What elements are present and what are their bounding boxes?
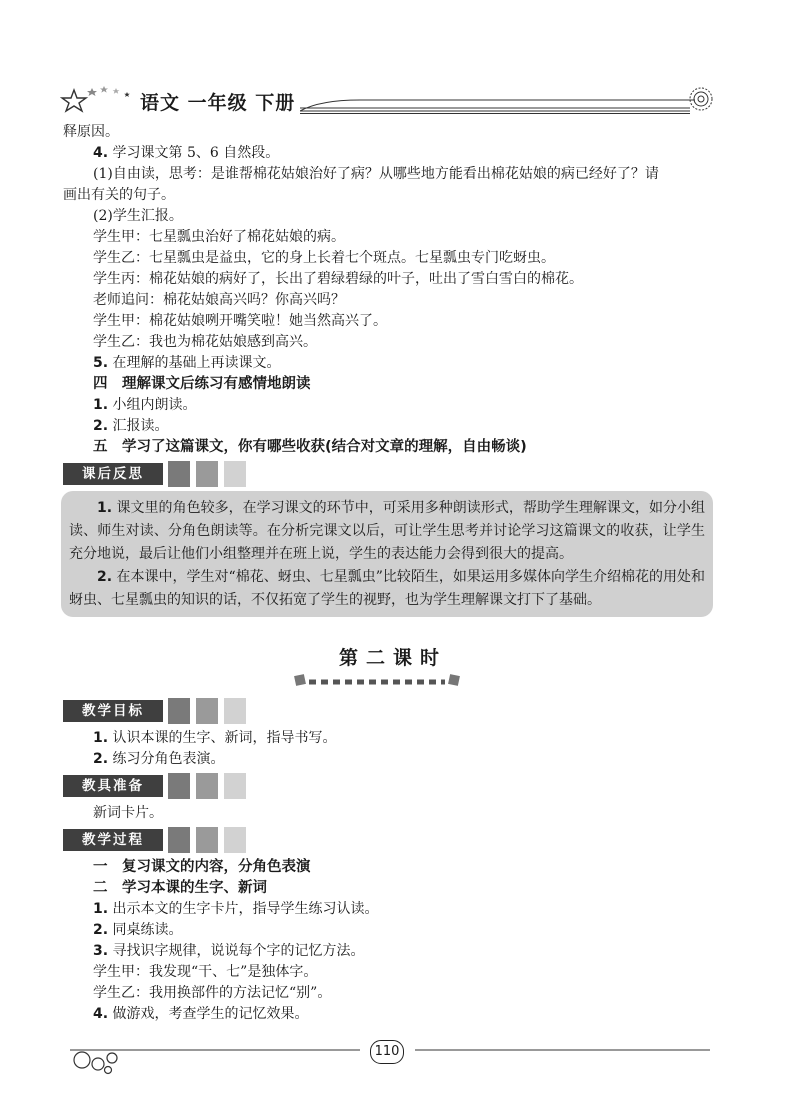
dialogue-line: 学生丙：棉花姑娘的病好了，长出了碧绿碧绿的叶子，吐出了雪白雪白的棉花。 xyxy=(93,271,583,287)
step-text: 汇报读。 xyxy=(108,418,169,434)
step-item xyxy=(63,1004,723,1025)
goal-number: 1. xyxy=(93,730,109,746)
page-number: 110 xyxy=(370,1040,404,1064)
header-rule xyxy=(300,98,700,114)
reflection-box xyxy=(61,491,713,617)
step-number: 5. xyxy=(93,355,109,371)
reflection-tag: 课后反思 xyxy=(63,463,163,485)
goal-item xyxy=(63,728,723,749)
text-line: (2)学生汇报。 xyxy=(93,208,183,224)
paragraph-text: 课文里的角色较多，在学习课文的环节中，可采用多种朗读形式，帮助学生理解课文，如分小组读、师生对读、分角色朗读等。在分析完课文以后，可让学生思考并讨论学习这篇课文的收获，让学生充分地说，最后让他们小组整理并在班上说，学生的表达能力会得到很大的提高。 xyxy=(69,500,705,562)
tag-square-decoration xyxy=(168,698,190,724)
tag-square-decoration xyxy=(224,461,246,487)
dialogue-line: 学生甲：棉花姑娘咧开嘴笑啦！她当然高兴了。 xyxy=(93,313,387,329)
process-tag: 教学过程 xyxy=(63,829,163,851)
step-number: 2. xyxy=(93,922,109,938)
dialogue-line: 学生乙：七星瓢虫是益虫，它的身上长着七个斑点。七星瓢虫专门吃蚜虫。 xyxy=(93,250,555,266)
dialogue-line: 学生乙：我用换部件的方法记忆“别”。 xyxy=(93,985,332,1001)
lesson-title: 第二课时 xyxy=(338,647,447,669)
step-number: 1. xyxy=(93,901,109,917)
tag-square-decoration xyxy=(224,773,246,799)
step-number: 3. xyxy=(93,943,109,959)
book-title: 语文 一年级 下册 xyxy=(140,92,296,114)
section-heading: 四 理解课文后练习有感情地朗读 xyxy=(93,376,311,392)
reflection-paragraph xyxy=(69,497,705,566)
tools-tag: 教具准备 xyxy=(63,775,163,797)
tag-square-decoration xyxy=(196,827,218,853)
step-item xyxy=(63,920,723,941)
step-item xyxy=(63,899,723,920)
reflection-tag-row xyxy=(63,461,723,489)
step-item xyxy=(63,353,723,374)
tag-square-decoration xyxy=(168,773,190,799)
process-tag-row xyxy=(63,827,723,855)
tag-square-decoration xyxy=(196,461,218,487)
dialogue-line: 学生甲：我发现“干、七”是独体字。 xyxy=(93,964,318,980)
tag-square-decoration xyxy=(168,827,190,853)
step-text: 同桌练读。 xyxy=(108,922,183,938)
step-number: 4. xyxy=(93,145,109,161)
paragraph-number: 2. xyxy=(97,569,113,585)
lesson-heading xyxy=(63,643,723,695)
step-text: 寻找识字规律，说说每个字的记忆方法。 xyxy=(108,943,365,959)
tag-square-decoration xyxy=(224,827,246,853)
page-content xyxy=(63,122,723,1025)
goals-tag: 教学目标 xyxy=(63,700,163,722)
goal-text: 练习分角色表演。 xyxy=(108,751,225,767)
tools-text: 新词卡片。 xyxy=(93,805,163,821)
tag-square-decoration xyxy=(196,698,218,724)
step-item xyxy=(63,416,723,437)
dashed-bar-decoration xyxy=(293,673,463,689)
dialogue-line: 学生乙：我也为棉花姑娘感到高兴。 xyxy=(93,334,317,350)
goal-text: 认识本课的生字、新词，指导书写。 xyxy=(108,730,337,746)
star-decoration-icon xyxy=(60,78,150,118)
page-footer xyxy=(60,1036,720,1076)
section-heading: 二 学习本课的生字、新词 xyxy=(93,880,267,896)
dialogue-line: 学生甲：七星瓢虫治好了棉花姑娘的病。 xyxy=(93,229,345,245)
step-item xyxy=(63,941,723,962)
step-text: 小组内朗读。 xyxy=(108,397,197,413)
tag-square-decoration xyxy=(196,773,218,799)
text-line: 画出有关的句子。 xyxy=(63,187,175,203)
text-line: (1)自由读，思考：是谁帮棉花姑娘治好了病？从哪些地方能看出棉花姑娘的病已经好了？请 xyxy=(93,166,659,182)
page-header xyxy=(60,78,720,118)
goal-number: 2. xyxy=(93,751,109,767)
reflection-paragraph xyxy=(69,566,705,612)
step-item xyxy=(63,143,723,164)
step-text: 在理解的基础上再读课文。 xyxy=(108,355,281,371)
swirl-icon xyxy=(688,86,714,112)
goals-tag-row xyxy=(63,698,723,726)
step-item xyxy=(63,395,723,416)
section-heading: 五 学习了这篇课文，你有哪些收获(结合对文章的理解，自由畅谈) xyxy=(93,439,527,455)
tag-square-decoration xyxy=(224,698,246,724)
tag-square-decoration xyxy=(168,461,190,487)
text-line: 释原因。 xyxy=(63,124,119,140)
step-text: 出示本文的生字卡片，指导学生练习认读。 xyxy=(108,901,379,917)
paragraph-number: 1. xyxy=(97,500,113,516)
section-heading: 一 复习课文的内容，分角色表演 xyxy=(93,859,311,875)
dialogue-line: 老师追问：棉花姑娘高兴吗？你高兴吗？ xyxy=(93,292,345,308)
tools-tag-row xyxy=(63,773,723,801)
step-text: 做游戏，考查学生的记忆效果。 xyxy=(108,1006,309,1022)
step-number: 4. xyxy=(93,1006,109,1022)
step-number: 1. xyxy=(93,397,109,413)
goal-item xyxy=(63,749,723,770)
paragraph-text: 在本课中，学生对“棉花、蚜虫、七星瓢虫”比较陌生，如果运用多媒体向学生介绍棉花的用处和蚜虫、七星瓢虫的知识的话，不仅拓宽了学生的视野，也为学生理解课文打下了基础。 xyxy=(69,569,705,608)
step-text: 学习课文第 5、6 自然段。 xyxy=(108,145,280,161)
step-number: 2. xyxy=(93,418,109,434)
